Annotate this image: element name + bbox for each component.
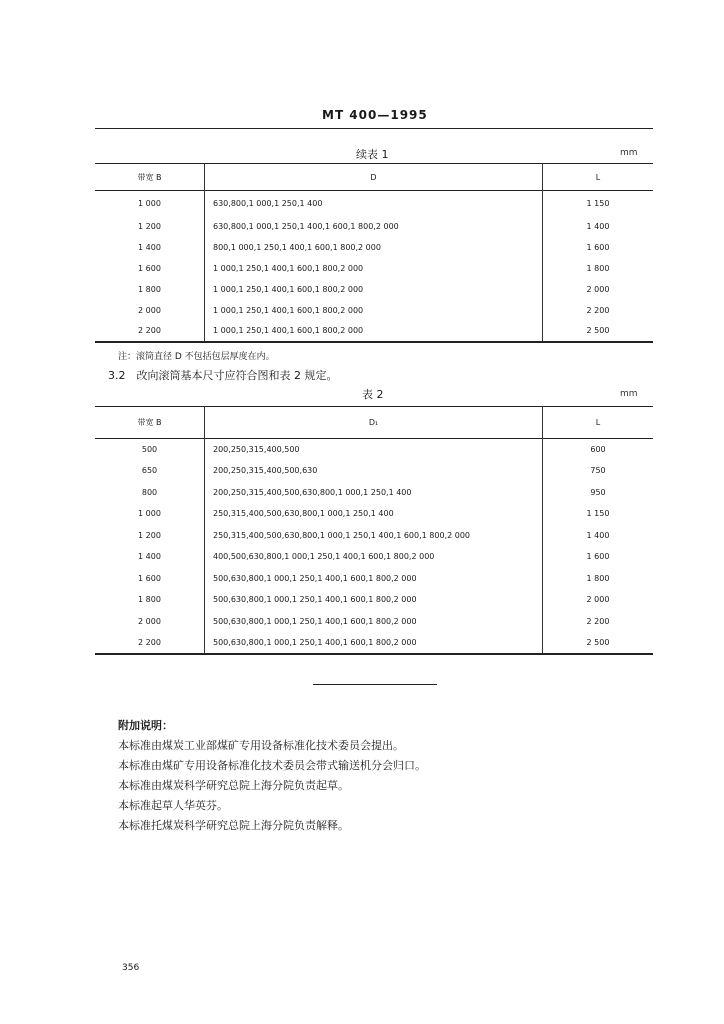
table1-unit: mm <box>620 148 638 158</box>
table-cell: 200,250,315,400,500 <box>205 439 543 461</box>
additional-note-line: 本标准托煤炭科学研究总院上海分院负责解释。 <box>118 819 349 832</box>
table-cell: 600 <box>590 445 606 454</box>
table-cell: 2 500 <box>586 326 610 335</box>
table1-col-length: L <box>595 172 601 182</box>
table-cell: 1 600 <box>138 573 161 583</box>
table2-caption: 表 2 <box>362 388 384 401</box>
table1-col-width: 带宽 B <box>137 172 162 182</box>
additional-note-line: 本标准由煤矿专用设备标准化技术委员会带式输送机分会归口。 <box>118 759 426 772</box>
table-cell: 1 000,1 250,1 400,1 600,1 800,2 000 <box>205 321 543 342</box>
table-cell: 800,1 000,1 250,1 400,1 600,1 800,2 000 <box>205 237 543 258</box>
table-cell: 1 400 <box>586 221 610 231</box>
table-cell: 1 200 <box>138 530 161 540</box>
table-cell: 1 000 <box>138 198 161 208</box>
section-3-2-text: 3.2 改向滚筒基本尺寸应符合图和表 2 规定。 <box>108 369 338 382</box>
table-cell: 1 000,1 250,1 400,1 600,1 800,2 000 <box>205 300 543 321</box>
additional-notes-title: 附加说明： <box>118 719 173 732</box>
table1-note: 注：滚筒直径 D 不包括包层厚度在内。 <box>118 352 275 362</box>
table-cell: 2 200 <box>586 305 610 315</box>
table-cell: 950 <box>590 487 606 497</box>
table1 <box>95 163 653 343</box>
table-cell: 1 000,1 250,1 400,1 600,1 800,2 000 <box>205 279 543 300</box>
table-cell: 1 000 <box>138 509 161 519</box>
table-row <box>95 300 653 321</box>
table-cell: 2 000 <box>138 616 161 626</box>
table2-col-diameter: D₁ <box>205 407 543 439</box>
table-cell: 1 600 <box>586 552 610 562</box>
table1-caption: 续表 1 <box>356 148 389 161</box>
table-cell: 800 <box>141 487 158 497</box>
page-number: 356 <box>122 963 140 973</box>
table-row <box>95 216 653 237</box>
table-row <box>95 279 653 300</box>
table-cell: 500,630,800,1 000,1 250,1 400,1 600,1 800,2 000 <box>205 568 543 590</box>
table-cell: 500,630,800,1 000,1 250,1 400,1 600,1 800,2 000 <box>205 589 543 611</box>
additional-note-line: 本标准由煤炭科学研究总院上海分院负责起草。 <box>118 779 349 792</box>
table-cell: 2 200 <box>586 616 610 626</box>
table-cell: 500,630,800,1 000,1 250,1 400,1 600,1 800,2 000 <box>205 632 543 654</box>
table-row <box>95 321 653 342</box>
table2 <box>95 406 653 655</box>
table-cell: 250,315,400,500,630,800,1 000,1 250,1 400,1 600,1 800,2 000 <box>205 525 543 547</box>
table-cell: 630,800,1 000,1 250,1 400,1 600,1 800,2 000 <box>205 216 543 237</box>
table-cell: 1 400 <box>138 552 161 562</box>
table-cell: 500 <box>141 445 158 454</box>
table-cell: 500,630,800,1 000,1 250,1 400,1 600,1 800,2 000 <box>205 611 543 633</box>
table2-header-row <box>95 407 653 439</box>
table-cell: 1 150 <box>586 509 610 519</box>
table-cell: 1 400 <box>138 242 161 252</box>
end-of-standard-rule <box>313 684 437 685</box>
table-row <box>95 568 653 590</box>
table-cell: 2 000 <box>586 284 610 294</box>
table-cell: 1 800 <box>586 573 610 583</box>
table-row <box>95 191 653 216</box>
table-cell: 1 200 <box>138 221 161 231</box>
table2-col-length: L <box>595 418 601 427</box>
table-row <box>95 460 653 482</box>
table-row <box>95 237 653 258</box>
table-cell: 2 500 <box>586 637 610 647</box>
table-cell: 650 <box>141 466 158 476</box>
table-row <box>95 482 653 504</box>
standard-code-header: MT 400—1995 <box>322 108 428 122</box>
table-row <box>95 632 653 654</box>
table-cell: 400,500,630,800,1 000,1 250,1 400,1 600,1 800,2 000 <box>205 546 543 568</box>
table1-col-diameter: D <box>205 164 543 191</box>
table-cell: 1 150 <box>586 198 610 208</box>
table-cell: 250,315,400,500,630,800,1 000,1 250,1 400 <box>205 503 543 525</box>
table-cell: 750 <box>590 466 606 476</box>
table1-header-row <box>95 164 653 191</box>
table-cell: 200,250,315,400,500,630,800,1 000,1 250,1 400 <box>205 482 543 504</box>
table-cell: 1 400 <box>586 530 610 540</box>
additional-note-line: 本标准由煤炭工业部煤矿专用设备标准化技术委员会提出。 <box>118 739 404 752</box>
table-row <box>95 611 653 633</box>
table-cell: 2 000 <box>586 595 610 605</box>
table-row <box>95 439 653 461</box>
table-cell: 1 600 <box>586 242 610 252</box>
table-row <box>95 525 653 547</box>
table2-col-width: 带宽 B <box>137 418 162 427</box>
table-cell: 1 800 <box>586 263 610 273</box>
table-row <box>95 589 653 611</box>
table-cell: 1 800 <box>138 284 161 294</box>
table-cell: 1 000,1 250,1 400,1 600,1 800,2 000 <box>205 258 543 279</box>
table-cell: 2 200 <box>138 637 161 647</box>
table2-unit: mm <box>620 389 638 399</box>
table-cell: 200,250,315,400,500,630 <box>205 460 543 482</box>
table-cell: 630,800,1 000,1 250,1 400 <box>205 191 543 216</box>
header-rule <box>95 128 653 129</box>
additional-note-line: 本标准起草人华英芬。 <box>118 799 228 812</box>
table-row <box>95 258 653 279</box>
table-cell: 2 200 <box>138 326 161 335</box>
table-cell: 2 000 <box>138 305 161 315</box>
table-row <box>95 546 653 568</box>
table-row <box>95 503 653 525</box>
table-cell: 1 800 <box>138 595 161 605</box>
table-cell: 1 600 <box>138 263 161 273</box>
